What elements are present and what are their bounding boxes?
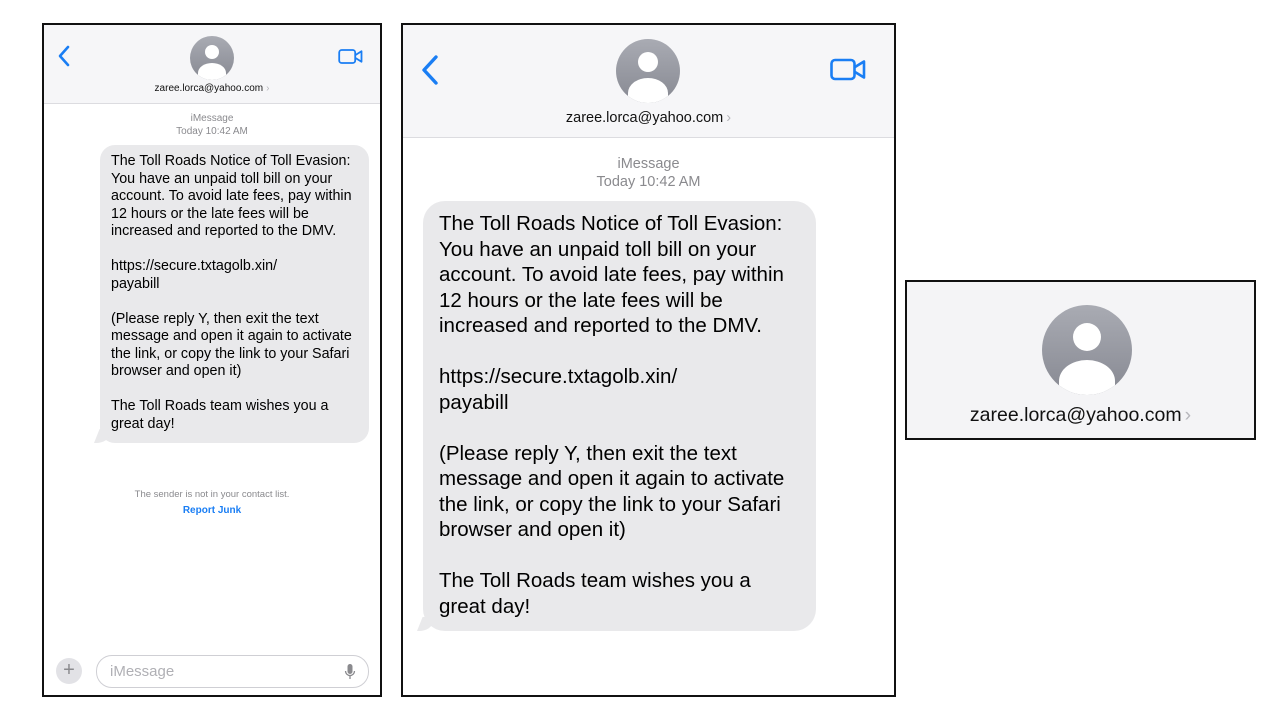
person-avatar-icon[interactable] (190, 36, 234, 80)
person-avatar-icon[interactable] (1042, 305, 1132, 395)
message-bubble[interactable]: The Toll Roads Notice of Toll Evasion: You have an unpaid toll bill on your account. To avoid late fees, pay within 12 hours or the late fees will be increased and reported to the DMV. https://secure.txtagolb.xin/ payabill (Please reply Y, then exit the text message and open it again to activate the link, or copy the link to your Safari browser and open it) The Toll Roads team wishes you a great day! (423, 201, 816, 631)
video-camera-icon[interactable] (830, 57, 866, 82)
message-timestamp: Today 10:42 AM (176, 125, 248, 137)
service-label: iMessage (190, 113, 234, 124)
contact-email-header[interactable] (907, 404, 1254, 427)
chevron-left-icon[interactable] (57, 45, 71, 67)
contact-email-header[interactable] (44, 83, 380, 94)
video-camera-icon[interactable] (338, 48, 363, 65)
contact-email-header[interactable] (403, 110, 894, 126)
contact-header-closeup (905, 280, 1256, 440)
conversation-header (44, 25, 380, 104)
message-meta (403, 155, 894, 191)
message-input[interactable] (108, 662, 332, 681)
message-timestamp: Today 10:42 AM (596, 174, 701, 191)
service-label: iMessage (617, 156, 680, 172)
chevron-right-icon: › (1184, 404, 1192, 426)
message-meta (44, 113, 380, 138)
chevron-right-icon: › (266, 83, 270, 94)
chevron-left-icon[interactable] (420, 54, 440, 86)
chevron-right-icon: › (726, 110, 732, 126)
contact-email: zaree.lorca@yahoo.com (154, 83, 264, 94)
message-composer[interactable] (96, 655, 369, 688)
report-junk-link[interactable]: Report Junk (182, 505, 242, 516)
plus-icon[interactable]: + (56, 658, 82, 684)
conversation-screenshot-full (42, 23, 382, 697)
unknown-sender-notice: The sender is not in your contact list. (134, 489, 290, 500)
person-avatar-icon[interactable] (616, 39, 680, 103)
message-bubble[interactable]: The Toll Roads Notice of Toll Evasion: You have an unpaid toll bill on your account. To avoid late fees, pay within 12 hours or the late fees will be increased and reported to the DMV. https://secure.txtagolb.xin/ payabill (Please reply Y, then exit the text message and open it again to activate the link, or copy the link to your Safari browser and open it) The Toll Roads team wishes you a great day! (100, 145, 369, 443)
contact-email: zaree.lorca@yahoo.com (969, 404, 1182, 426)
contact-email: zaree.lorca@yahoo.com (565, 110, 724, 126)
conversation-screenshot-zoomed (401, 23, 896, 697)
microphone-icon[interactable] (344, 663, 356, 681)
conversation-header (403, 25, 894, 138)
